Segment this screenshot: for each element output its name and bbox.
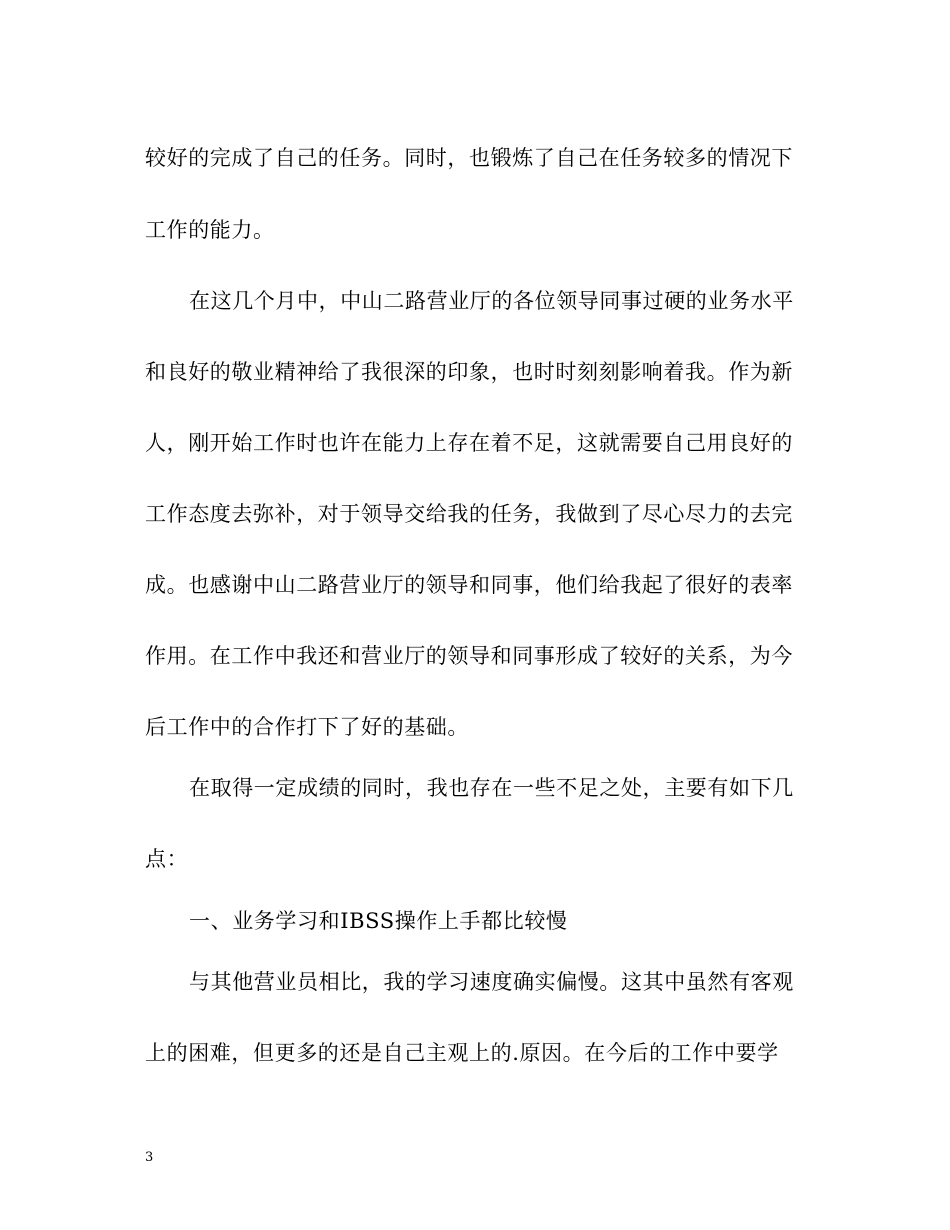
text-line-4: 和良好的敬业精神给了我很深的印象，也时时刻刻影响着我。作为新 — [145, 360, 793, 384]
text-line-7: 成。也感谢中山二路营业厅的领导和同事，他们给我起了很好的表率 — [145, 573, 793, 597]
paragraph-start-line-3: 在这几个月中，中山二路营业厅的各位领导同事过硬的业务水平 — [189, 289, 794, 313]
text-line-11: 点： — [145, 847, 189, 871]
text-line-8: 作用。在工作中我还和营业厅的领导和同事形成了较好的关系，为今 — [145, 644, 793, 668]
section-heading: 一、业务学习和IBSS操作上手都比较慢 — [189, 909, 568, 933]
paragraph-start-line-10: 在取得一定成绩的同时，我也存在一些不足之处，主要有如下几 — [189, 776, 794, 800]
text-line-6: 工作态度去弥补，对于领导交给我的任务，我做到了尽心尽力的去完 — [145, 502, 793, 526]
page-number: 3 — [145, 1150, 154, 1165]
text-line-2: 工作的能力。 — [145, 218, 275, 242]
text-line-1: 较好的完成了自己的任务。同时，也锻炼了自己在任务较多的情况下 — [145, 146, 793, 170]
text-line-9: 后工作中的合作打下了好的基础。 — [145, 715, 469, 739]
text-line-5: 人，刚开始工作时也许在能力上存在着不足，这就需要自己用良好的 — [145, 431, 793, 455]
paragraph-start-line-13: 与其他营业员相比，我的学习速度确实偏慢。这其中虽然有客观 — [189, 970, 794, 994]
text-line-14: 上的困难，但更多的还是自己主观上的.原因。在今后的工作中要学 — [145, 1041, 779, 1065]
